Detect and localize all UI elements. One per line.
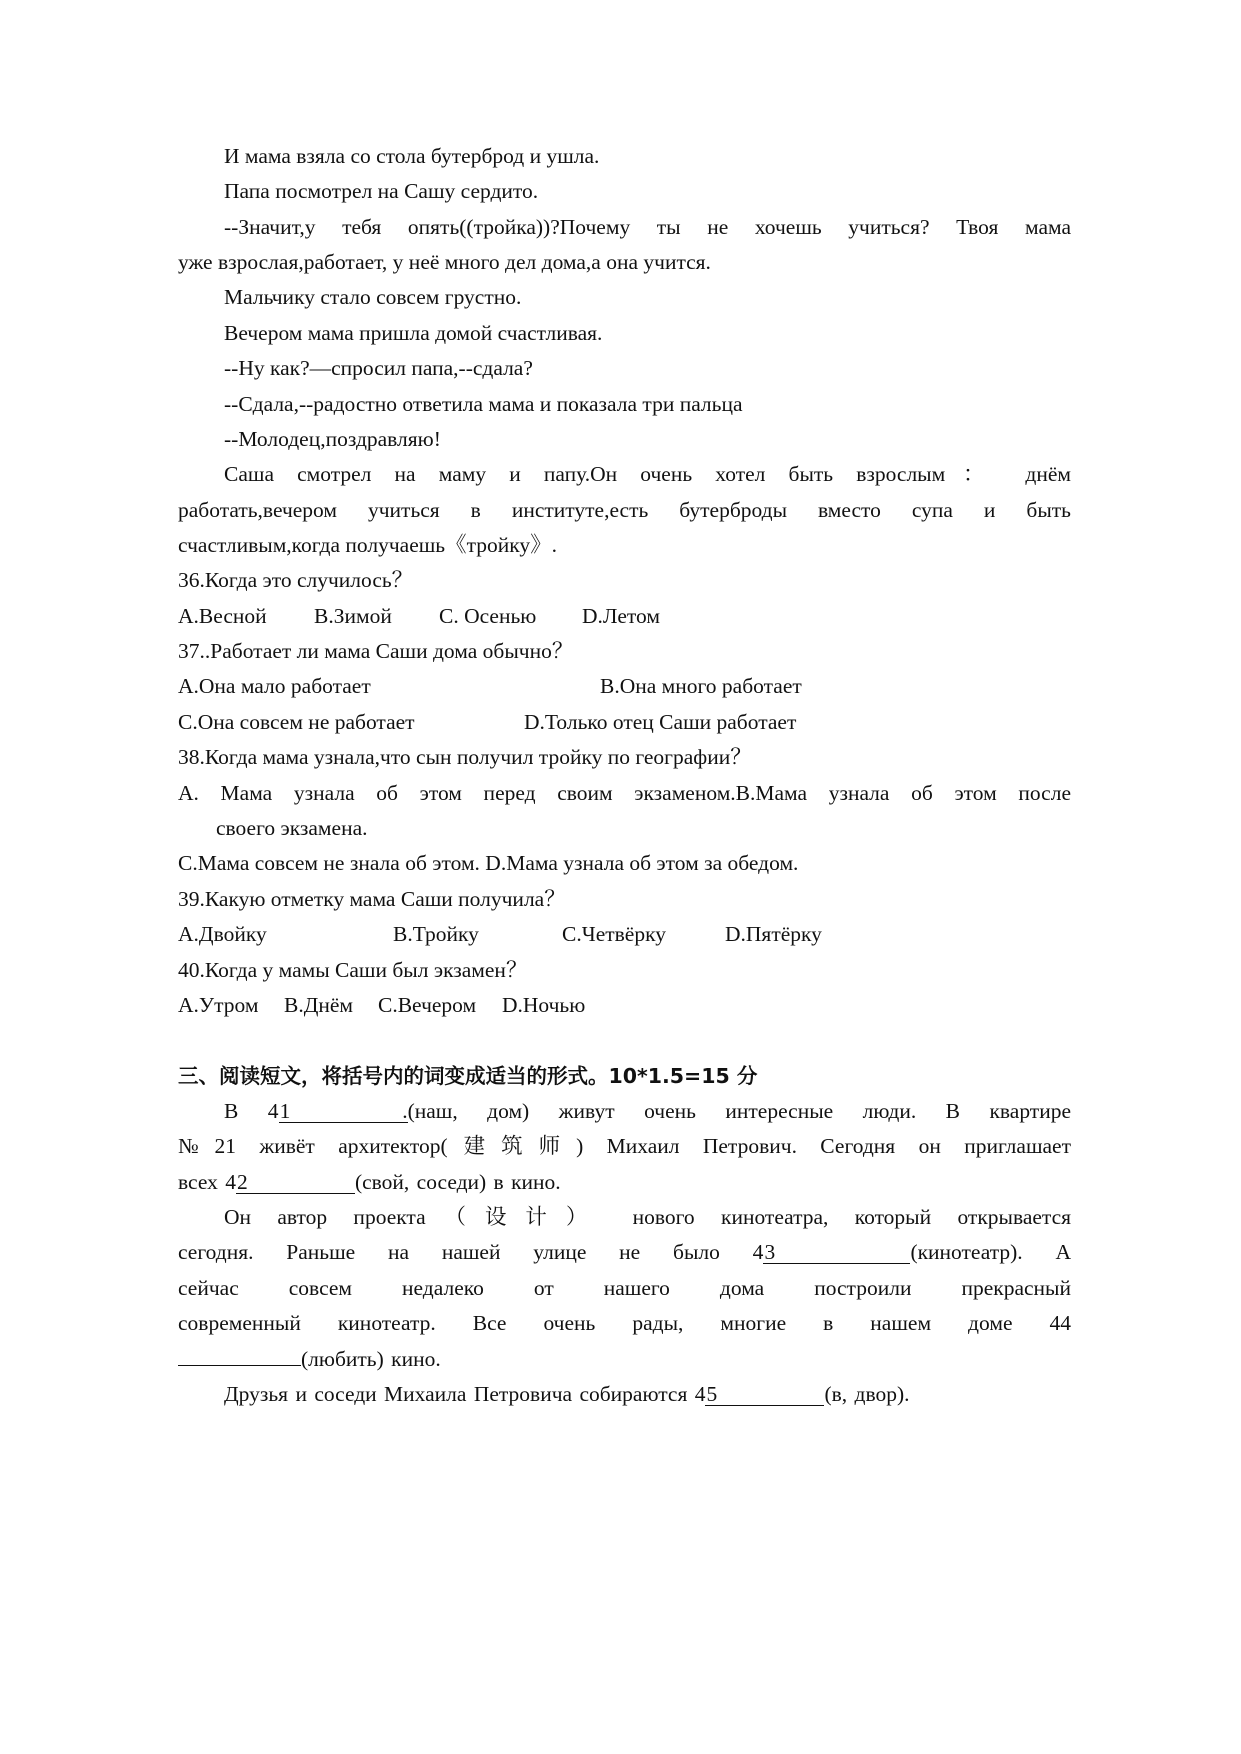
passage-line-6: сейчас совсем недалеко от нашего дома построили прекрасный bbox=[178, 1276, 1071, 1300]
passage-text: (свой, соседи) в кино. bbox=[354, 1170, 561, 1194]
option-c: C.Вечером bbox=[378, 993, 477, 1017]
passage-text: В 4 bbox=[224, 1099, 279, 1123]
option-d: D.Только отец Саши работает bbox=[524, 710, 797, 734]
question-38: 38.Когда мама узнала,что сын получил тройку по географии？ bbox=[178, 745, 752, 769]
passage-line-5 bbox=[178, 1238, 1071, 1266]
option-b: B.Тройку bbox=[393, 922, 479, 946]
passage-text: (любить) кино. bbox=[301, 1347, 441, 1371]
story-line-9: --Молодец,поздравляю! bbox=[224, 427, 441, 451]
option-c: C.Она совсем не работает bbox=[178, 710, 415, 734]
question-36: 36.Когда это случилось？ bbox=[178, 568, 414, 592]
story-line-2: Папа посмотрел на Сашу сердито. bbox=[224, 179, 539, 203]
section-3-heading: 三、阅读短文，将括号内的词变成适当的形式。10*1.5=15 分 bbox=[178, 1064, 758, 1088]
passage-line-2: №21 живёт архитектор(建筑师) Михаил Петрович. Сегодня он приглашает bbox=[178, 1134, 1071, 1158]
question-40: 40.Когда у мамы Саши был экзамен？ bbox=[178, 958, 528, 982]
option-d: D.Пятёрку bbox=[725, 922, 822, 946]
story-line-10: Саша смотрел на маму и папу.Он очень хотел быть взрослым： днём bbox=[224, 462, 1071, 486]
option-d: D.Летом bbox=[582, 604, 660, 628]
question-39: 39.Какую отметку мама Саши получила？ bbox=[178, 887, 566, 911]
question-37: 37..Работает ли мама Саши дома обычно？ bbox=[178, 639, 574, 663]
passage-line-8 bbox=[178, 1345, 1071, 1373]
story-line-7: --Ну как?—спросил папа,--сдала? bbox=[224, 356, 533, 380]
option-c: C.Четвёрку bbox=[562, 922, 666, 946]
story-line-6: Вечером мама пришла домой счастливая. bbox=[224, 321, 603, 345]
passage-text: (в, двор). bbox=[824, 1382, 910, 1406]
passage-text: сегодня. Раньше на нашей улице не было 4 bbox=[178, 1240, 764, 1264]
passage-line-4: Он автор проекта（设计） нового кинотеатра, который открывается bbox=[224, 1205, 1071, 1229]
passage-text: Друзья и соседи Михаила Петровича собираются 4 bbox=[224, 1382, 706, 1406]
option-b: B.Днём bbox=[284, 993, 354, 1017]
passage-line-1 bbox=[224, 1097, 1071, 1125]
option-d: D.Ночью bbox=[502, 993, 586, 1017]
option-a: A.Весной bbox=[178, 604, 267, 628]
option-c: C. Осенью bbox=[439, 604, 537, 628]
question-38-option-ab: A. Мама узнала об этом перед своим экзаменом.B.Мама узнала об этом после bbox=[178, 781, 1071, 805]
passage-text: (кинотеатр). А bbox=[910, 1240, 1071, 1264]
story-line-8: --Сдала,--радостно ответила мама и показала три пальца bbox=[224, 392, 743, 416]
option-b: B.Зимой bbox=[314, 604, 392, 628]
blank-42[interactable]: 2 bbox=[236, 1171, 355, 1194]
option-b: B.Она много работает bbox=[600, 674, 802, 698]
blank-43[interactable]: 3 bbox=[763, 1241, 910, 1264]
option-a: A.Она мало работает bbox=[178, 674, 371, 698]
passage-line-3 bbox=[178, 1168, 1071, 1196]
option-a: A.Двойку bbox=[178, 922, 267, 946]
blank-41[interactable]: 1 . bbox=[279, 1099, 408, 1123]
blank-44[interactable] bbox=[178, 1365, 301, 1366]
passage-text: (наш, дом) живут очень интересные люди. В квартире bbox=[407, 1099, 1071, 1123]
story-line-11: работать,вечером учиться в институте,есть бутерброды вместо супа и быть bbox=[178, 498, 1071, 522]
story-line-5: Мальчику стало совсем грустно. bbox=[224, 285, 522, 309]
passage-line-9 bbox=[224, 1380, 1071, 1408]
story-line-4: уже взрослая,работает, у неё много дел дома,а она учится. bbox=[178, 250, 711, 274]
story-line-3: --Значит,у тебя опять((тройка))?Почему ты не хочешь учиться? Твоя мама bbox=[224, 215, 1071, 239]
question-38-option-cd: C.Мама совсем не знала об этом. D.Мама узнала об этом за обедом. bbox=[178, 851, 799, 875]
blank-45[interactable]: 5 bbox=[705, 1383, 824, 1406]
question-38-option-ab-cont: своего экзамена. bbox=[216, 816, 368, 840]
passage-text: всех 4 bbox=[178, 1170, 236, 1194]
story-line-12: счастливым,когда получаешь《тройку》. bbox=[178, 533, 558, 557]
story-line-1: И мама взяла со стола бутерброд и ушла. bbox=[224, 144, 600, 168]
option-a: A.Утром bbox=[178, 993, 259, 1017]
passage-line-7: современный кинотеатр. Все очень рады, многие в нашем доме 44 bbox=[178, 1311, 1071, 1335]
